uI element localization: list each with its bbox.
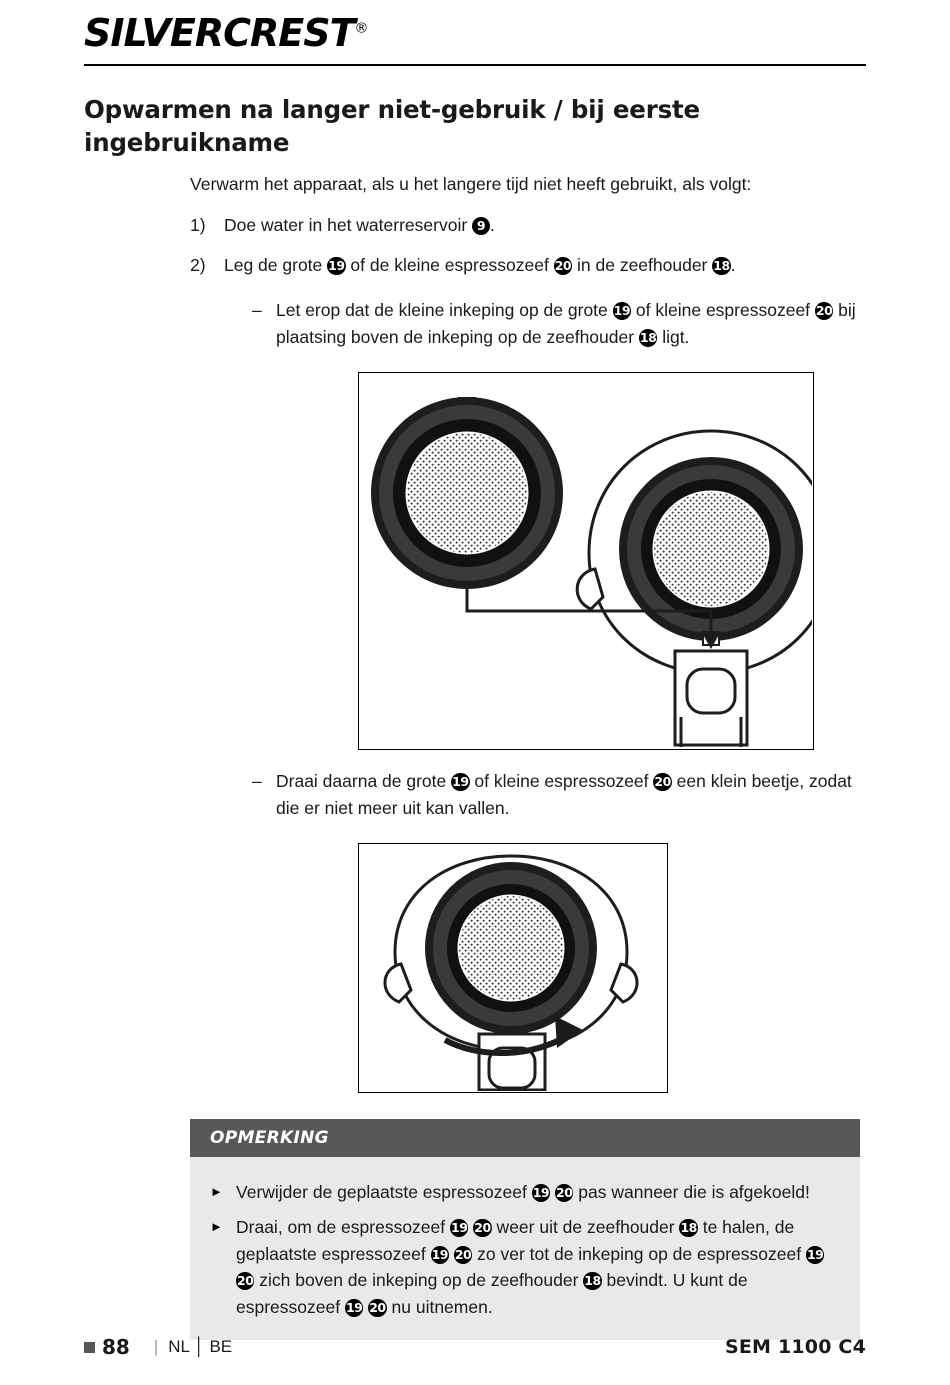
part-reference-18: 18 [639,329,657,345]
note-text: Draai, om de espressozeef 19 20 weer uit de zeefhouder 18 te halen, de geplaatste espressozeef 19 20 zo ver tot de inkeping op de espressozeef 19 20 zich boven de inkeping op de zeefhouder 18 bevindt. U kunt de espressozeef 19 20 nu uitnemen. [236,1216,824,1317]
sub-bullet-rotate [252,768,866,821]
footer-languages: NL │ BE [168,1337,233,1356]
list-item [190,252,866,279]
step-number: 1) [190,214,206,235]
note-heading: OPMERKING [190,1119,860,1157]
brand-name: SILVERCREST [84,11,355,55]
note-box [190,1119,860,1340]
sieve-in-holder-icon [425,862,597,1034]
part-reference-18: 18 [713,258,730,274]
part-reference-19: 19 [532,1185,550,1201]
figure-2-illustration [359,844,666,1091]
list-item [190,212,866,239]
part-reference-20: 20 [474,1219,491,1235]
list-item [210,1179,838,1206]
part-reference-19: 19 [328,258,345,274]
part-reference-18: 18 [680,1219,697,1235]
step-number: 2) [190,255,206,276]
step-text: Leg de grote 19 of de kleine espressozeef 20 in de zeefhouder 18. [224,255,736,276]
dash-marker: – [252,771,262,792]
sub-bullet-text: Let erop dat de kleine inkeping op de grote 19 of kleine espressozeef 20 bij plaatsing boven de inkeping op de zeefhouder 18 ligt. [276,299,856,347]
note-text: Verwijder de geplaatste espressozeef 19 20 pas wanneer die is afgekoeld! [236,1182,810,1203]
sub-bullet-alignment [252,297,866,350]
figure-sieve-insert [358,372,814,750]
triangle-right-icon: ► [210,1184,223,1200]
part-reference-19: 19 [451,1219,468,1235]
footer-separator: | [153,1337,159,1356]
part-reference-19: 19 [345,1299,363,1315]
brand-logo [84,0,866,55]
page-footer [84,1335,866,1359]
part-reference-20: 20 [815,302,833,318]
footer-square-icon [84,1342,95,1353]
page-title: Opwarmen na langer niet-gebruik / bij eerste ingebruikname [84,95,700,157]
registered-mark: ® [354,20,368,37]
part-reference-20: 20 [454,1246,472,1262]
intro-paragraph: Verwarm het apparaat, als u het langere tijd niet heeft gebruikt, als volgt: [190,174,752,195]
dash-marker: – [252,299,262,320]
part-reference-19: 19 [452,774,469,790]
header-divider [84,64,866,66]
numbered-steps [190,212,866,279]
part-reference-19: 19 [431,1246,448,1262]
part-reference-20: 20 [654,774,671,790]
part-reference-20: 20 [369,1299,386,1315]
part-reference-19: 19 [613,302,631,318]
page-number: 88 [102,1335,130,1359]
figure-1-illustration [359,373,812,748]
list-item [210,1214,838,1320]
note-body [190,1157,860,1340]
part-reference-19: 19 [806,1246,824,1262]
body-content [190,171,866,1093]
part-reference-18: 18 [584,1273,601,1289]
part-reference-20: 20 [237,1273,254,1289]
sub-bullet-text: Draai daarna de grote 19 of kleine espressozeef 20 een klein beetje, zodat die er niet meer uit kan vallen. [276,771,852,818]
figure-sieve-rotate [358,843,668,1093]
footer-model: SEM 1100 C4 [724,1336,866,1358]
part-reference-20: 20 [556,1185,573,1201]
part-reference-9: 9 [472,217,490,235]
large-sieve-icon [371,397,563,589]
triangle-right-icon: ► [210,1218,223,1234]
part-reference-20: 20 [554,258,572,274]
step-text: Doe water in het waterreservoir 9 . [224,214,495,235]
